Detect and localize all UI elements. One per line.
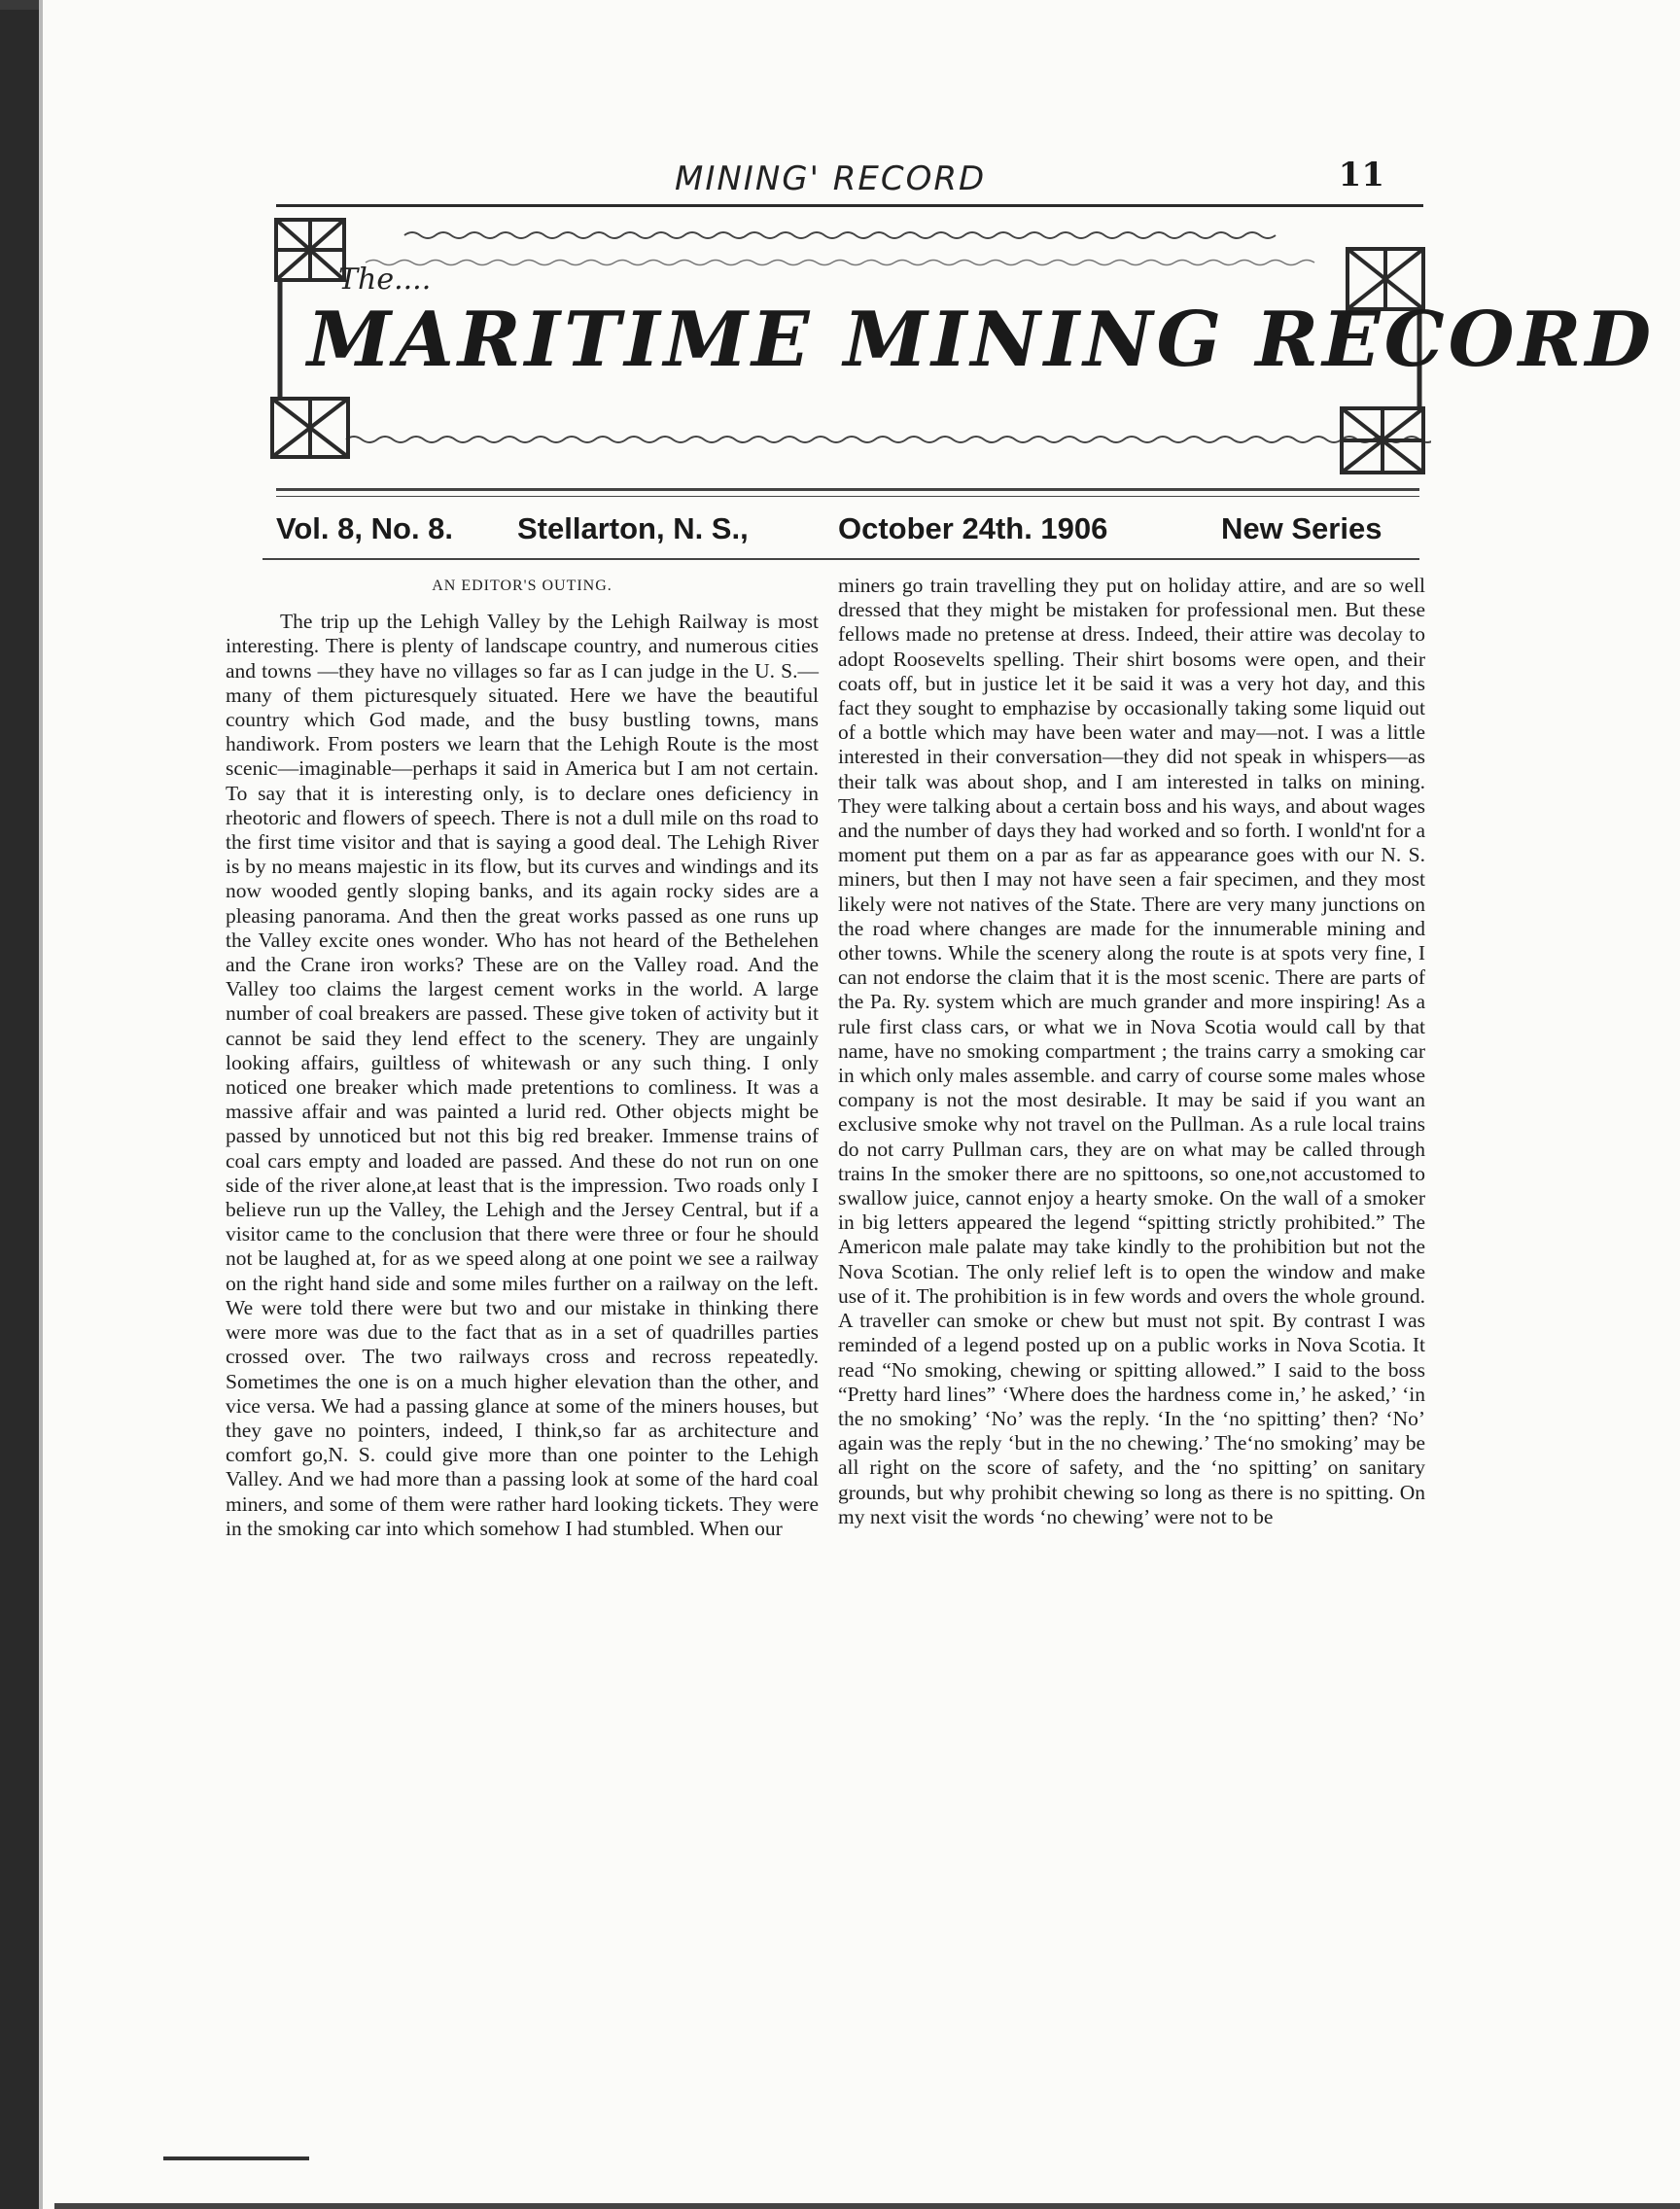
issue-place: Stellarton, N. S.,	[517, 511, 749, 545]
issue-series: New Series	[1221, 511, 1382, 545]
page-number: 11	[1338, 156, 1384, 194]
issue-date: October 24th. 1906	[838, 511, 1108, 545]
masthead	[268, 214, 1656, 486]
bottom-mark	[163, 2156, 309, 2160]
article-left-text: The trip up the Lehigh Valley by the Lehigh Railway is most interesting. There is plenty of landscape country, and numerous cities and towns —they have no villages so far as I can judge in the U. S.—many of them picturesquely situated. Here we have the beautiful country which God made, and the busy bustling towns, mans handiwork. From posters we learn that the Lehigh Route is the most scenic—imaginable—perhaps it said in America but I am not certain. To say that it is interesting only, is to declare ones deficiency in rheotoric and flowers of speech. There is not a dull mile on ths road to the first time visitor and that is saying a good deal. The Lehigh River is by no means majestic in its flow, but its curves and windings and its now wooded gently sloping banks, and its again rocky sides are a pleasing panorama. And then the great works passed as one runs up the Valley excite ones wonder. Who has not heard of the Bethelehen and the Crane iron works? These are on the Valley road. And the Valley too claims the largest cement works in the world. A large number of coal breakers are passed. These give token of activity but it cannot be said they lend effect to the scenery. They are ungainly looking affairs, guiltless of whitewash or any such thing. I only noticed one breaker which made pretentions to comliness. It was a massive affair and was painted a lurid red. Other objects might be passed by unnoticed but not this big red breaker. Immense trains of coal cars empty and loaded are passed. And these do not run on one side of the river alone,at least that is the impression. Two roads only I believe run up the Valley, the Lehigh and the Jersey Central, but if a visitor came to the conclusion that there were three or four he should not be laughed at, for as we speed along at one point we see a railway on the right hand side and some miles further on a railway on the left. We were told there were but two and our mistake in thinking there were more was due to the fact that as in a set of quadrilles parties crossed over. The two railways cross and recross repeatedly. Sometimes the one is on a much higher elevation than the other, and vice versa. We had a passing glance at some of the miners houses, but they gave no pointers, indeed, I think,so far as architecture and comfort go,N. S. could give more than one pointer to the Lehigh Valley. And we had more than a passing look at some of the hard coal miners, and some of them were rather hard looking tickets. They were in the smoking car into which somehow I had stumbled. When our	[226, 610, 819, 1540]
bottom-scan-edge	[54, 2203, 1680, 2209]
running-head	[276, 156, 1423, 207]
issue-rule-top	[276, 488, 1419, 491]
article-right-column	[838, 574, 1425, 1529]
masthead-prefix: The....	[338, 263, 432, 297]
masthead-title: MARITIME MINING RECORD	[307, 296, 1656, 384]
issue-rule-top-2	[276, 496, 1419, 497]
issue-rule-bottom	[262, 558, 1419, 560]
issue-volume: Vol. 8, No. 8.	[276, 511, 454, 545]
article-right-text: miners go train travelling they put on holiday attire, and are so well dressed that they might be mistaken for professional men. But these fellows made no pretense at dress. Indeed, their attire was decolay to adopt Roosevelts spelling. Their shirt bosoms were open, and their coats off, but in justice let it be said it was a very hot day, and this fact they sought to emphazise by occasionally taking some liquid out of a bottle which may have been water and may—not. I was a little interested in their conversation—they did not speak in whispers—as their talk was about shop, and I am interested in talks on mining. They were talking about a certain boss and his ways, and about wages and the number of days they had worked and so forth. I wonld'nt for a moment put them on a par as far as appearance goes with our N. S. miners, but then I may not have seen a fair specimen, and they most likely were not natives of the State. There are very many junctions on the road where changes are made for the innumerable mining and other towns. While the scenery along the route is at spots very fine, I can not endorse the claim that it is the most scenic. There are parts of the Pa. Ry. system which are much grander and more inspiring! As a rule first class cars, or what we in Nova Scotia would call by that name, have no smoking compartment ; the trains carry a smoking car in which only males assemble. and carry of course some males whose company is not the most desirable. It may be said if you want an exclusive smoke why not travel on the Pullman. As a rule local trains do not carry Pullman cars, they are on what may be called through trains In the smoker there are no spittoons, so one,not accustomed to swallow juice, cannot enjoy a hearty smoke. On the wall of a smoker in big letters appeared the legend “spitting strictly prohibited.” The Americon male palate may take kindly to the prohibition but not the Nova Scotian. The only relief left is to open the window and make use of it. The prohibition is in few words and overs the whole ground. A traveller can smoke or chew but must not spit. By contrast I was reminded of a legend posted up on a public works in Nova Scotia. It read “No smoking, chewing or spitting allowed.” I said to the boss “Pretty hard lines” ‘Where does the hardness come in,’ he asked,’ ‘in the no smoking’ ‘No’ was the reply. ‘In the ‘no spitting’ then? ‘No’ again was the reply ‘but in the no chewing.’ The‘no smoking’ may be all right on the score of safety, and the ‘no spitting’ on sanitary grounds, but why prohibit chewing so long as there is no spitting. On my next visit the words ‘no chewing’ were not to be	[838, 574, 1425, 1528]
issue-line	[276, 504, 1419, 558]
article-left-column	[226, 574, 819, 1541]
article-heading: AN EDITOR'S OUTING.	[432, 578, 612, 594]
running-head-title: MINING' RECORD	[675, 159, 987, 198]
